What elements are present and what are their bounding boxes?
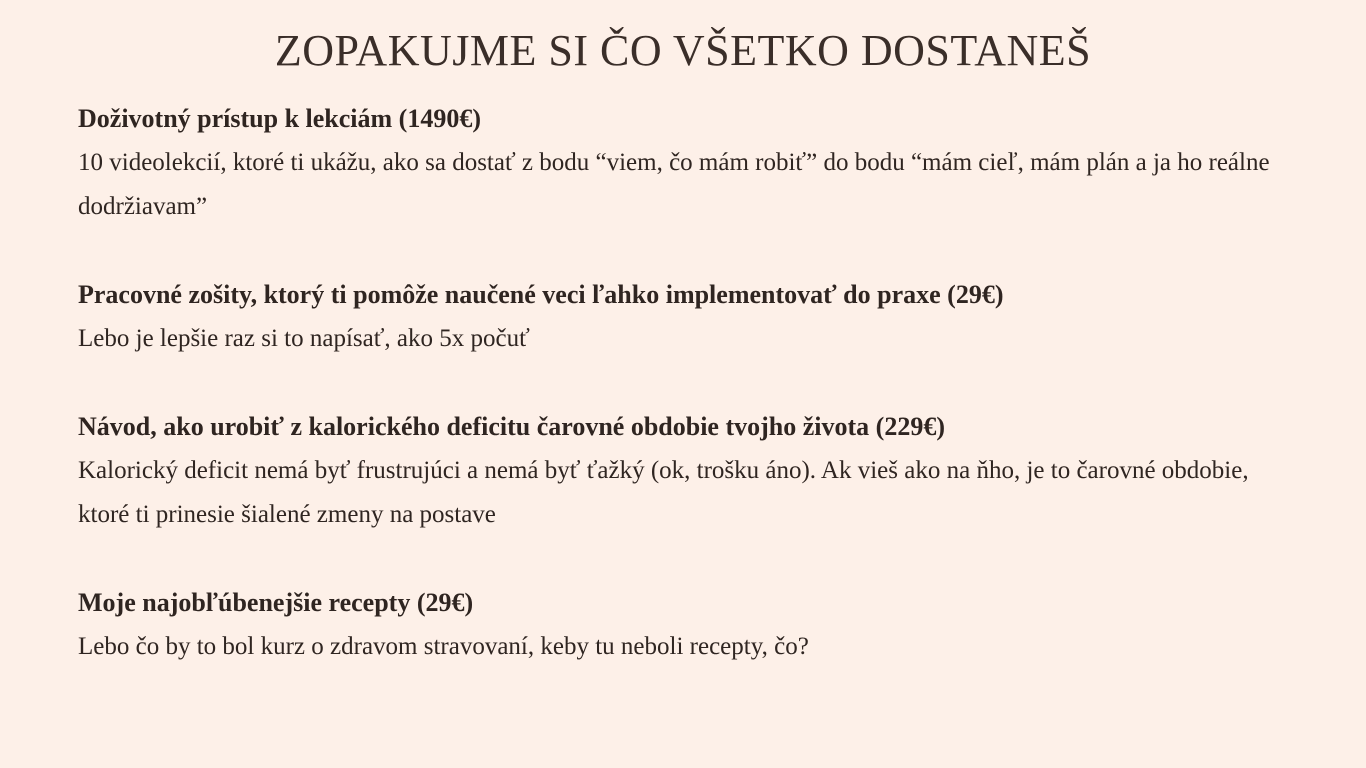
section-body: Lebo čo by to bol kurz o zdravom stravovaní, keby tu neboli recepty, čo? [78,633,809,660]
content [78,97,1288,713]
section-heading: Doživotný prístup k lekciám (1490€) [78,104,481,133]
section-body: Lebo je lepšie raz si to napísať, ako 5x počuť [78,325,530,352]
section-body: 10 videolekcií, ktoré ti ukážu, ako sa dostať z bodu “viem, čo mám robiť” do bodu “mám cieľ, mám plán a ja ho reálne dodržiavam” [78,149,1270,220]
page-title: ZOPAKUJME SI ČO VŠETKO DOSTANEŠ [274,26,1092,75]
section-workbooks [78,273,1288,361]
section-heading: Moje najobľúbenejšie recepty (29€) [78,588,474,617]
section-heading: Pracovné zošity, ktorý ti pomôže naučené veci ľahko implementovať do praxe (29€) [78,280,1004,309]
section-lifetime-access [78,97,1288,229]
section-recipes [78,581,1288,669]
section-deficit-guide [78,405,1288,537]
section-body: Kalorický deficit nemá byť frustrujúci a nemá byť ťažký (ok, trošku áno). Ak vieš ako na ňho, je to čarovné obdobie, ktoré ti prinesie šialené zmeny na postave [78,457,1249,528]
section-heading: Návod, ako urobiť z kalorického deficitu čarovné obdobie tvojho života (229€) [78,412,945,441]
